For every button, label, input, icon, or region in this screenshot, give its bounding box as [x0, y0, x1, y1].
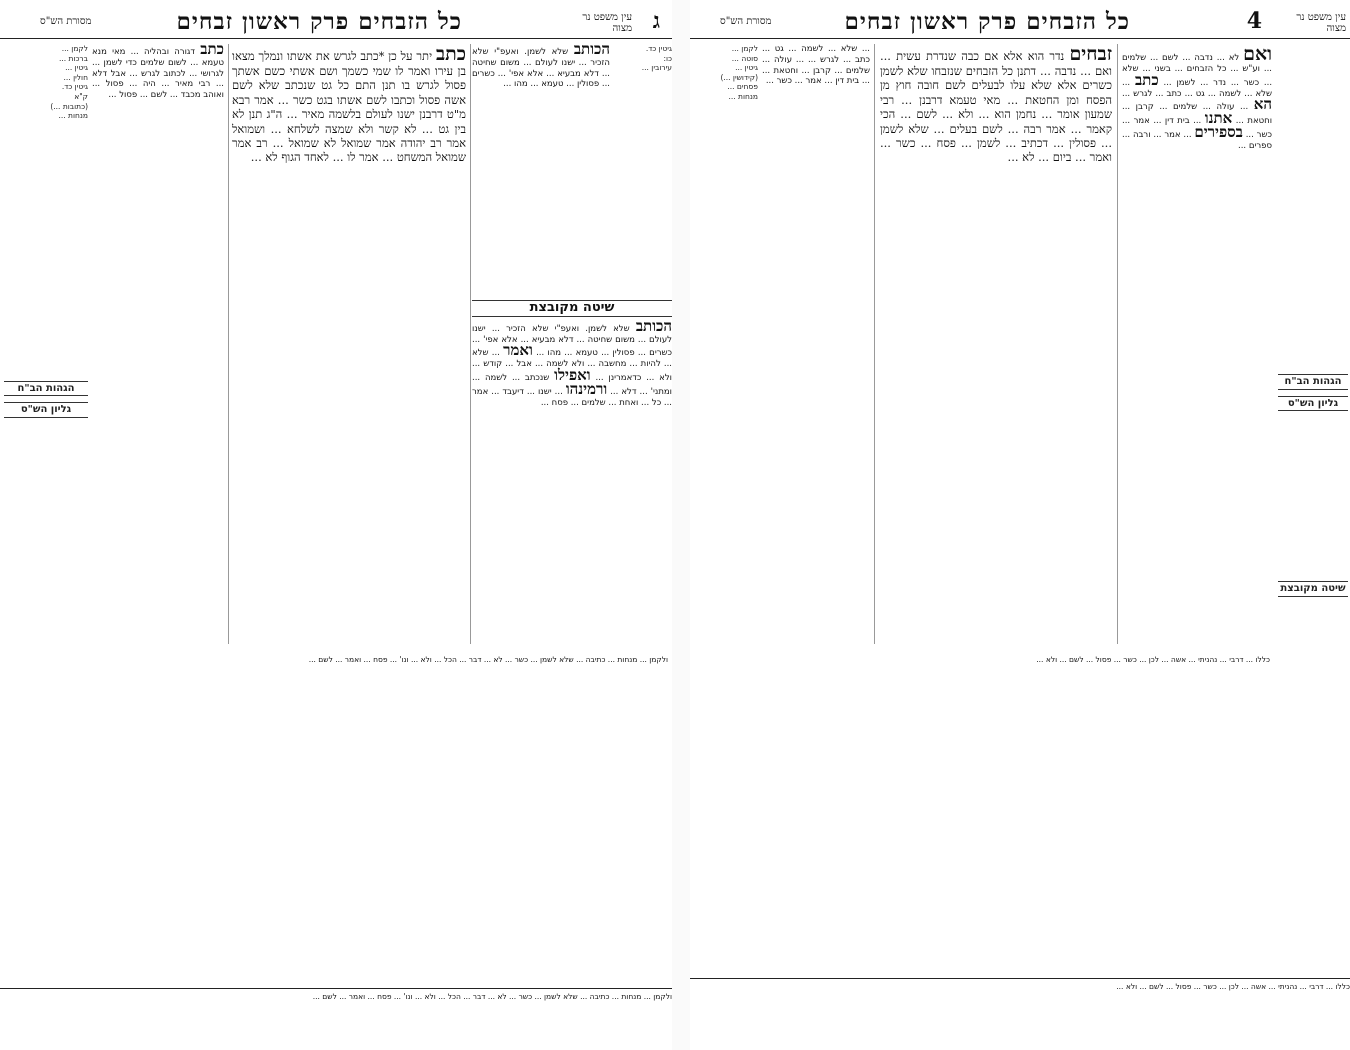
left-margin-note: מנחות ... — [58, 111, 88, 121]
left-tosafot-body: שלא לשמן. ואעפ"י שלא הזכיר ... ישנו לעולם ... משום שחיטה ... דלא מבעיא ... אלא אפי' ... כשרים ... פסולין ... טעמא ... מהו ... — [472, 47, 610, 90]
left-header-rule — [0, 38, 672, 39]
left-margin-note: חולין ... — [63, 72, 88, 82]
right-margin-note: מנחות ... — [728, 91, 758, 101]
right-masoret-label: מסורת הש"ס — [720, 16, 772, 27]
left-page — [0, 0, 672, 1050]
left-gemara-opening-word: כתב — [435, 44, 466, 65]
left-folio: ג — [652, 8, 660, 34]
left-column-divider — [228, 44, 229, 644]
left-tosafot-heading: ואפילו — [554, 365, 591, 384]
right-bottom-commentary — [690, 655, 1270, 975]
right-page-title: כל הזבחים פרק ראשון זבחים — [844, 8, 1130, 35]
right-margin-note: לקמן ... — [731, 44, 758, 53]
right-gemara-opening-word: זבחים — [1069, 44, 1112, 65]
right-shita-label: שיטה מקובצת — [1278, 581, 1348, 597]
right-hagahot-label: הגהות הב"ח — [1278, 374, 1348, 390]
right-tosafot-heading: בספירים — [1194, 122, 1243, 141]
right-tosafot-heading: כתב — [1134, 70, 1159, 89]
right-footnotes — [690, 982, 1350, 1046]
left-tosafot-heading: הכותב — [635, 316, 672, 335]
right-tosafot-body: ... בית דין ... אמר ... כשר ... — [1122, 116, 1272, 140]
right-rashi-opening-word: ואם — [1243, 44, 1272, 65]
left-gemara-body: יתר על כן *כתב לגרש את אשתו ונמלך מצאו בן עירו ואמר לו שמי כשמך ושם אשתי כשם אשתך פסול לגרש בו תנן התם כל גט שנכתב שלא לשם אשה פסול וכתבו לשם אשתו בגט כשר ... אמר רבא מ"ט דרבנן ישנו לעולם בלשמה מאיר ... ה"ג תנן לא בין גט ... לא קשר ולא שמצה לשלחא ... ושמואל אמר רב יהודה אמר שמואל לא שמואל ... רב אמר שמואל המשחט ... אמר לו ... לאחד הגוף לא ... — [232, 49, 466, 165]
left-margin-note: לקמן ... — [61, 44, 88, 53]
right-column-divider — [874, 44, 875, 644]
right-rashi-body: לא ... נדבה ... לשם ... שלמים ... וע"ש ... כל הזבחים ... בשני ... שלא ... כשר ... נדר ... לשמן ... — [1122, 53, 1272, 88]
left-footer-rule — [0, 988, 672, 989]
right-page — [690, 0, 1350, 1050]
right-gemara-column — [880, 44, 1112, 644]
right-column-divider — [1117, 44, 1118, 644]
left-gemara-column — [232, 44, 466, 644]
right-rashi-column — [1122, 44, 1272, 644]
right-tosafot-column — [762, 44, 870, 644]
left-tosafot-body: ... ישנו ... דיעבד ... אמר ... כל ... ואחת ... שלמים ... פסח ... — [472, 386, 672, 408]
left-margin-note: כו: — [663, 53, 672, 63]
left-bottom-text: ולקמן ... מנחות ... כתיבה ... שלא לשמן ... כשר ... לא ... דבר ... הכל ... ולא ... ונו' ... פסח ... ואמר ... לשם ... — [308, 655, 668, 664]
left-tosafot-upper — [472, 44, 610, 294]
left-margin-note: (כתובות ...) — [50, 101, 88, 111]
left-tosafot-body: שנכתב ... לשמה ... ומתני' ... דלא ... — [472, 372, 672, 397]
right-page-header — [690, 6, 1350, 38]
right-margin-note: גיטין ... — [735, 63, 758, 73]
left-rashi-column — [92, 44, 224, 644]
left-tosafot-body: שלא לשמן. ואעפ"י שלא הזכיר ... ישנו לעולם ... משום שחיטה ... דלא מבעיא ... אלא אפי' ... כשרים ... פסולין ... טעמא ... מהו ... — [472, 323, 672, 359]
right-tosafot-body: ... שלא ... לשמה ... גט ... כתב ... לגרש ... — [1122, 77, 1272, 99]
right-tosafot-body: ... אמר ... ורבה ... ספרים ... — [1122, 129, 1272, 151]
right-gemara-body: נדר הוא אלא אם כבה שנדרת עשית ... ואם ... נדבה ... דתנן כל הזבחים שנזבחו שלא לשמן כשרים אלא שלא עלו לבעלים לשם חובה חוץ מן הפסח ומן החטאת ... מאי טעמא דרבנן ... רבי שמעון אומר ... נחמן הוא ... ולא ... לשם ... הכי קאמר ... אמר רבה ... לשם בעלים ... שלא לשמן ... פסולין ... דכתיב ... לשמן ... פסח ... כשר ... ואמר ... ביום ... לא ... — [880, 49, 1112, 165]
right-tosafot-body: ... שלא ... לשמה ... גט ... כתב ... לגרש ... — [762, 44, 870, 65]
left-margin-note: עירובין ... — [641, 63, 672, 73]
right-margin-note: פסחים ... — [727, 82, 758, 92]
left-tosafot-heading: ורמינהו — [565, 379, 608, 398]
right-tosafot-body: ... עולה ... שלמים ... קרבן ... וחטאת ... — [1122, 102, 1272, 127]
right-ein-mishpat-column — [1278, 44, 1348, 644]
left-footnotes — [0, 992, 672, 1047]
left-page-header — [0, 6, 672, 38]
right-tosafot-heading: הא — [1253, 95, 1272, 114]
right-bottom-text: כללו ... דרבי ... נהניתי ... אשה ... לכן ... כשר ... פסול ... לשם ... ולא ... — [1036, 655, 1270, 664]
right-masoret-column — [692, 44, 758, 644]
left-margin-note: ק"א — [74, 91, 88, 101]
left-tosafot-heading: ואמר — [503, 341, 533, 360]
left-rashi-opening-word: כתב — [200, 44, 224, 58]
left-page-title: כל הזבחים פרק ראשון זבחים — [176, 8, 462, 35]
left-tosafot-body: ... שלא ... להיות ... מחשבה ... ולא לשמה ... אבל ... קודש ... ולא ... כדאמרינן ... — [472, 348, 672, 383]
right-margin-note: (קידושין ...) — [720, 72, 758, 82]
left-bottom-commentary — [92, 655, 668, 985]
left-gilyon-label: גליון הש"ס — [4, 402, 88, 418]
left-margin-note: גיטין ... — [65, 63, 88, 73]
left-shita-label: שיטה מקובצת — [472, 300, 672, 317]
left-margin-note: גיטין כד. — [61, 82, 88, 92]
right-tosafot-body: ... עולה ... שלמים ... קרבן ... וחטאת ... — [762, 54, 870, 76]
right-margin-note: סוטה ... — [731, 53, 758, 63]
left-margin-note: גיטין כד. — [645, 44, 672, 53]
right-ein-mishpat-label: עין משפט נר מצוה — [1296, 12, 1346, 34]
right-footnote-text: כללו ... דרבי ... נהניתי ... אשה ... לכן ... כשר ... פסול ... לשם ... ולא ... — [1116, 982, 1350, 991]
right-tosafot-heading: אתנו — [1204, 109, 1233, 128]
left-footnote-text: ולקמן ... מנחות ... כתיבה ... שלא לשמן ... כשר ... לא ... דבר ... הכל ... ולא ... ונו' ... פסח ... ואמר ... לשם ... — [312, 992, 672, 1001]
left-column-divider — [470, 44, 471, 644]
right-header-rule — [690, 38, 1350, 39]
left-masoret-column — [4, 44, 88, 644]
left-rashi-body: דגורה ובהליה ... מאי מנא טעמא ... לשום שלמים כדי לשמן ... לגרושי ... לכתוב לגרש ... אבל דלא ... רבי מאיר ... היה ... פסול ... ואוהב מכבד ... לשם ... פסול ... — [92, 47, 224, 101]
page-gutter — [672, 0, 690, 1050]
left-margin-note: ברכות ... — [58, 53, 88, 63]
right-footer-rule — [690, 978, 1350, 979]
left-hagahot-label: הגהות הב"ח — [4, 381, 88, 397]
left-tosafot-heading: הכותב — [573, 44, 610, 58]
right-gilyon-label: גליון הש"ס — [1278, 396, 1348, 412]
right-folio: 4 — [1246, 8, 1262, 34]
right-tosafot-body: ... בית דין ... אמר ... כשר ... — [765, 76, 870, 87]
left-masoret-label: מסורת הש"ס — [40, 16, 92, 27]
left-ein-mishpat-label: עין משפט נר מצוה — [582, 12, 632, 34]
